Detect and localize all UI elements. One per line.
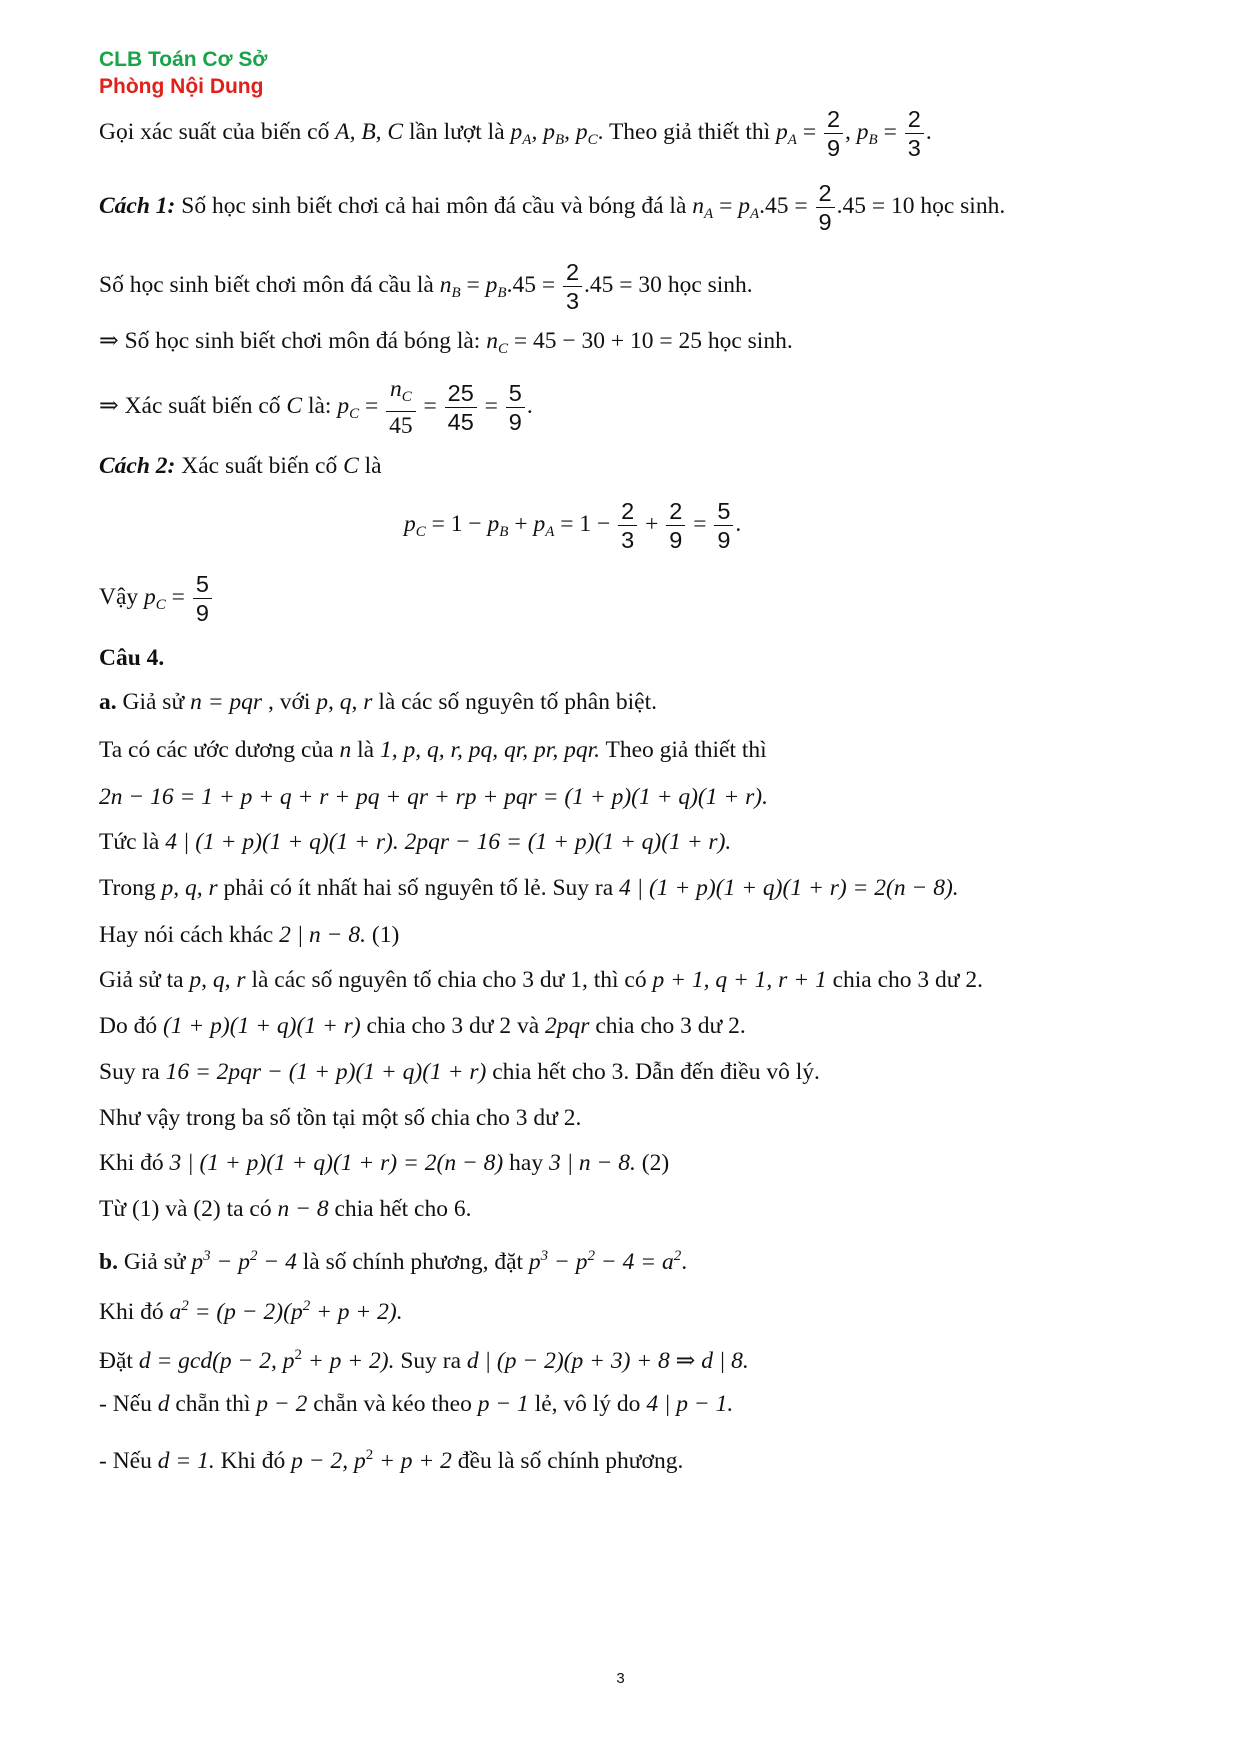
line-cach-1: Cách 1: Số học sinh biết chơi cả hai môn đá cầu và bóng đá là $n_A = p_A.45$ = $\frac{2}{9}$ .45 = 10 học sinh.: [99, 180, 1006, 235]
line-nhu-vay: Như vậy trong ba số tồn tại một số chia cho 3 dư 2.: [99, 1105, 582, 1131]
club-name: CLB Toán Cơ Sở: [99, 48, 268, 71]
line-probabilities: Gọi xác suất của biến cố A, B, C lần lượt là $p_A$, $p_B$, $p_C$. Theo giả thiết thì $p_A$ = $\frac{2}{9}$ , $p_B$ = $\frac{2}{3}$ .: [99, 106, 932, 161]
line-divisors: Ta có các ước dương của n là 1, p, q, r, pq, qr, pr, pqr. Theo giả thiết thì: [99, 737, 767, 763]
line-part-b: b. Giả sử $p^3 - p^2 - 4$ là số chính phương, đặt $p^3 - p^2 - 4 = a^2$.: [99, 1248, 688, 1275]
line-gcd: Đặt d = gcd(p − 2, $p^2 + p + 2$). Suy ra d | (p − 2)(p + 3) + 8 ⇒ d | 8.: [99, 1347, 749, 1374]
question-4-heading: Câu 4.: [99, 645, 165, 671]
page-number: 3: [616, 1670, 625, 1687]
line-claim-1: Hay nói cách khác 2 | n − 8. (1): [99, 922, 400, 948]
line-ket-luan: Vậy $p_C$ = $\frac{5}{9}$: [99, 570, 214, 627]
line-da-bong: ⇒ Số học sinh biết chơi môn đá bóng là: $n_C = 45 - 30 + 10 = 25$ học sinh.: [99, 328, 793, 357]
line-do-do: Do đó (1 + p)(1 + q)(1 + r) chia cho 3 dư 2 và 2pqr chia cho 3 dư 2.: [99, 1013, 746, 1039]
formula-cach-2: $p_C = 1 - p_B + p_A = 1$ − $\frac{2}{3}$ + $\frac{2}{9}$ = $\frac{5}{9}$ .: [404, 498, 742, 553]
line-equation-sum: 2n − 16 = 1 + p + q + r + pq + qr + rp + pqr = (1 + p)(1 + q)(1 + r).: [99, 784, 768, 810]
line-da-cau: Số học sinh biết chơi môn đá cầu là $n_B = p_B.45$ = $\frac{2}{3}$ .45 = 30 học sinh.: [99, 259, 753, 314]
line-tuc-la: Tức là 4 | (1 + p)(1 + q)(1 + r). 2pqr − 16 = (1 + p)(1 + q)(1 + r).: [99, 829, 732, 855]
line-case-one: - Nếu d = 1. Khi đó p − 2, $p^2 + p + 2$ đều là số chính phương.: [99, 1447, 684, 1474]
department-name: Phòng Nội Dung: [99, 75, 264, 98]
line-case-even: - Nếu d chẵn thì p − 2 chẵn và kéo theo p − 1 lẻ, vô lý do 4 | p − 1.: [99, 1391, 734, 1417]
line-claim-2: Khi đó 3 | (1 + p)(1 + q)(1 + r) = 2(n − 8) hay 3 | n − 8. (2): [99, 1150, 670, 1176]
header: [99, 46, 267, 100]
line-xac-suat-c: ⇒ Xác suất biến cố C là: $p_C$ = $\frac{n_C}{45}$ = $\frac{25}{45}$ = $\frac{5}{9}$ .: [99, 376, 533, 439]
line-odd-primes: Trong p, q, r phải có ít nhất hai số nguyên tố lẻ. Suy ra 4 | (1 + p)(1 + q)(1 + r) = 2(n − 8).: [99, 875, 959, 901]
line-conclusion-a: Từ (1) và (2) ta có n − 8 chia hết cho 6.: [99, 1196, 472, 1222]
line-contradiction: Suy ra 16 = 2pqr − (1 + p)(1 + q)(1 + r) chia hết cho 3. Dẫn đến điều vô lý.: [99, 1059, 820, 1085]
line-cach-2: Cách 2: Xác suất biến cố C là: [99, 453, 382, 479]
line-mod-3-assumption: Giả sử ta p, q, r là các số nguyên tố chia cho 3 dư 1, thì có p + 1, q + 1, r + 1 chia cho 3 dư 2.: [99, 967, 984, 993]
line-factorization: Khi đó $a^2 = (p - 2)(p^2 + p + 2)$.: [99, 1298, 403, 1325]
line-part-a: a. Giả sử n = pqr , với p, q, r là các số nguyên tố phân biệt.: [99, 689, 657, 715]
